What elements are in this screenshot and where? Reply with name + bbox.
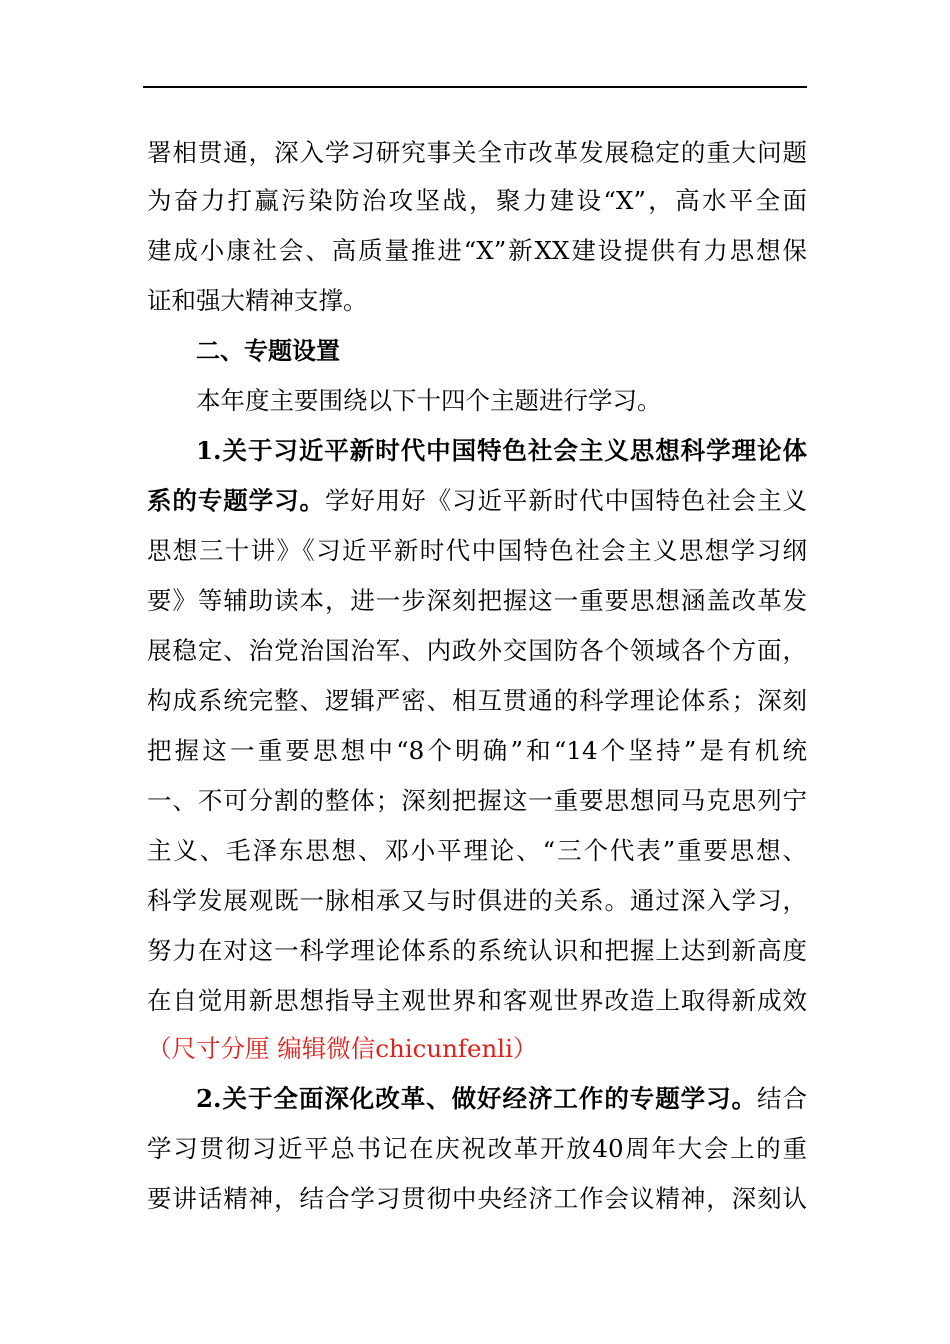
body-line: 证和强大精神支撑。 bbox=[147, 286, 368, 315]
body-line: 为奋力打赢污染防治攻坚战，聚力建设“X”，高水平全面 bbox=[147, 186, 807, 215]
body-line bbox=[147, 486, 807, 516]
topic-title-end: 系的专题学习。 bbox=[147, 486, 325, 515]
section-heading: 二、专题设置 bbox=[196, 337, 340, 365]
body-line: 署相贯通，深入学习研究事关全市改革发展稳定的重大问题 bbox=[147, 138, 807, 167]
watermark-note: （尺寸分厘 编辑微信chicunfenli） bbox=[147, 1034, 538, 1063]
body-line: 把握这一重要思想中“8个明确”和“14个坚持”是有机统 bbox=[147, 736, 807, 765]
body-line: 一、不可分割的整体；深刻把握这一重要思想同马克思列宁 bbox=[147, 786, 807, 815]
body-line: 要讲话精神，结合学习贯彻中央经济工作会议精神，深刻认 bbox=[147, 1184, 807, 1213]
body-line: 本年度主要围绕以下十四个主题进行学习。 bbox=[196, 386, 662, 415]
body-line: 主义、毛泽东思想、邓小平理论、“三个代表”重要思想、 bbox=[147, 836, 807, 865]
body-line: 科学发展观既一脉相承又与时俱进的关系。通过深入学习， bbox=[147, 886, 807, 915]
body-line: 建成小康社会、高质量推进“X”新XX建设提供有力思想保 bbox=[147, 236, 807, 265]
body-text: 结合 bbox=[757, 1084, 807, 1113]
body-text: 学好用好《习近平新时代中国特色社会主义 bbox=[324, 486, 807, 515]
body-line: 努力在对这一科学理论体系的系统认识和把握上达到新高度 bbox=[147, 936, 807, 965]
body-line: 展稳定、治党治国治军、内政外交国防各个领域各个方面， bbox=[147, 636, 807, 665]
body-line: 在自觉用新思想指导主观世界和客观世界改造上取得新成效 bbox=[147, 986, 807, 1015]
topic-title: 2.关于全面深化改革、做好经济工作的专题学习。 bbox=[196, 1084, 758, 1113]
topic-title: 1.关于习近平新时代中国特色社会主义思想科学理论体 bbox=[196, 436, 807, 465]
body-line: 要》等辅助读本，进一步深刻把握这一重要思想涵盖改革发 bbox=[147, 586, 807, 615]
header-rule bbox=[143, 86, 807, 88]
body-line: 学习贯彻习近平总书记在庆祝改革开放40周年大会上的重 bbox=[147, 1134, 807, 1163]
body-line: 思想三十讲》《习近平新时代中国特色社会主义思想学习纲 bbox=[147, 536, 807, 565]
body-line bbox=[196, 1084, 807, 1114]
body-line: 构成系统完整、逻辑严密、相互贯通的科学理论体系；深刻 bbox=[147, 686, 807, 715]
